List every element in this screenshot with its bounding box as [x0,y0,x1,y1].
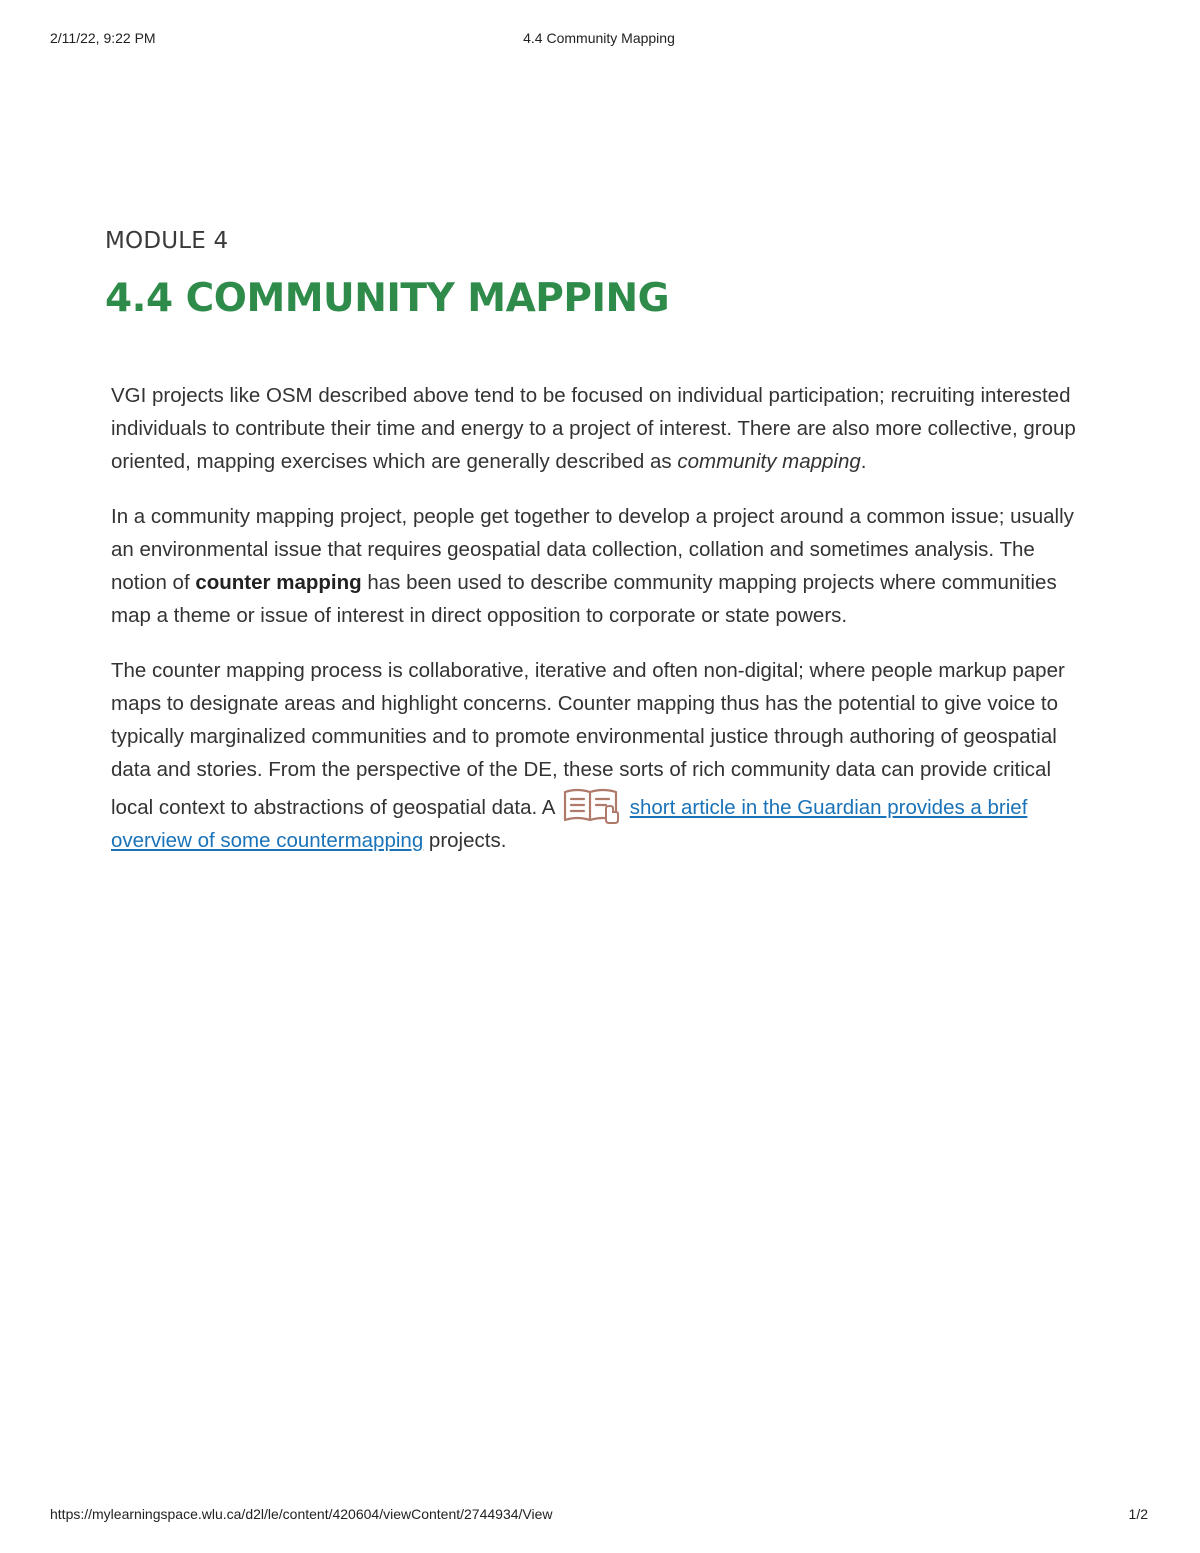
paragraph-2 [111,500,1091,632]
main-content [105,228,1095,879]
print-footer [50,1506,1148,1526]
article-body [105,379,1091,857]
paragraph-2-end: has been used to describe community mapping projects where communities map a theme or issue of interest in direct opposition to corporate or state powers. [111,571,1057,627]
paragraph-1-end: . [860,450,867,473]
bold-counter-mapping: counter mapping [195,571,362,594]
paragraph-1-text: VGI projects like OSM described above tend to be focused on individual participation; recruiting interested individuals to contribute their time and energy to a project of interest. There are also more collective, group oriented, mapping exercises which are generally described as [111,384,1076,473]
print-url: https://mylearningspace.wlu.ca/d2l/le/content/420604/viewContent/2744934/View [50,1506,553,1522]
print-header [50,30,1148,50]
print-page-number: 1/2 [1128,1506,1148,1522]
paragraph-2-text: In a community mapping project, people get together to develop a project around a common issue; usually an environmental issue that requires geospatial data collection, collation and sometimes analysis. The notion of [111,505,1074,594]
print-doc-title: 4.4 Community Mapping [523,30,675,46]
paragraph-3 [111,654,1091,857]
paragraph-3-end: projects. [423,829,507,852]
reading-book-icon [562,786,622,824]
module-label: MODULE 4 [105,228,229,254]
paragraph-3-text: The counter mapping process is collaborative, iterative and often non-digital; where people markup paper maps to designate areas and highlight concerns. Counter mapping thus has the potential to give voice to typically marginalized communities and to promote environmental justice through authoring of geospatial data and stories. From the perspective of the DE, these sorts of rich community data can provide critical local context to abstractions of geospatial data. A [111,659,1065,819]
paragraph-1 [111,379,1091,478]
page-title: 4.4 COMMUNITY MAPPING [105,276,670,321]
emphasis-community-mapping: community mapping [677,450,861,473]
print-datetime: 2/11/22, 9:22 PM [50,30,156,46]
guardian-article-link[interactable]: short article in the Guardian provides a brief overview of some countermapping [111,796,1028,852]
